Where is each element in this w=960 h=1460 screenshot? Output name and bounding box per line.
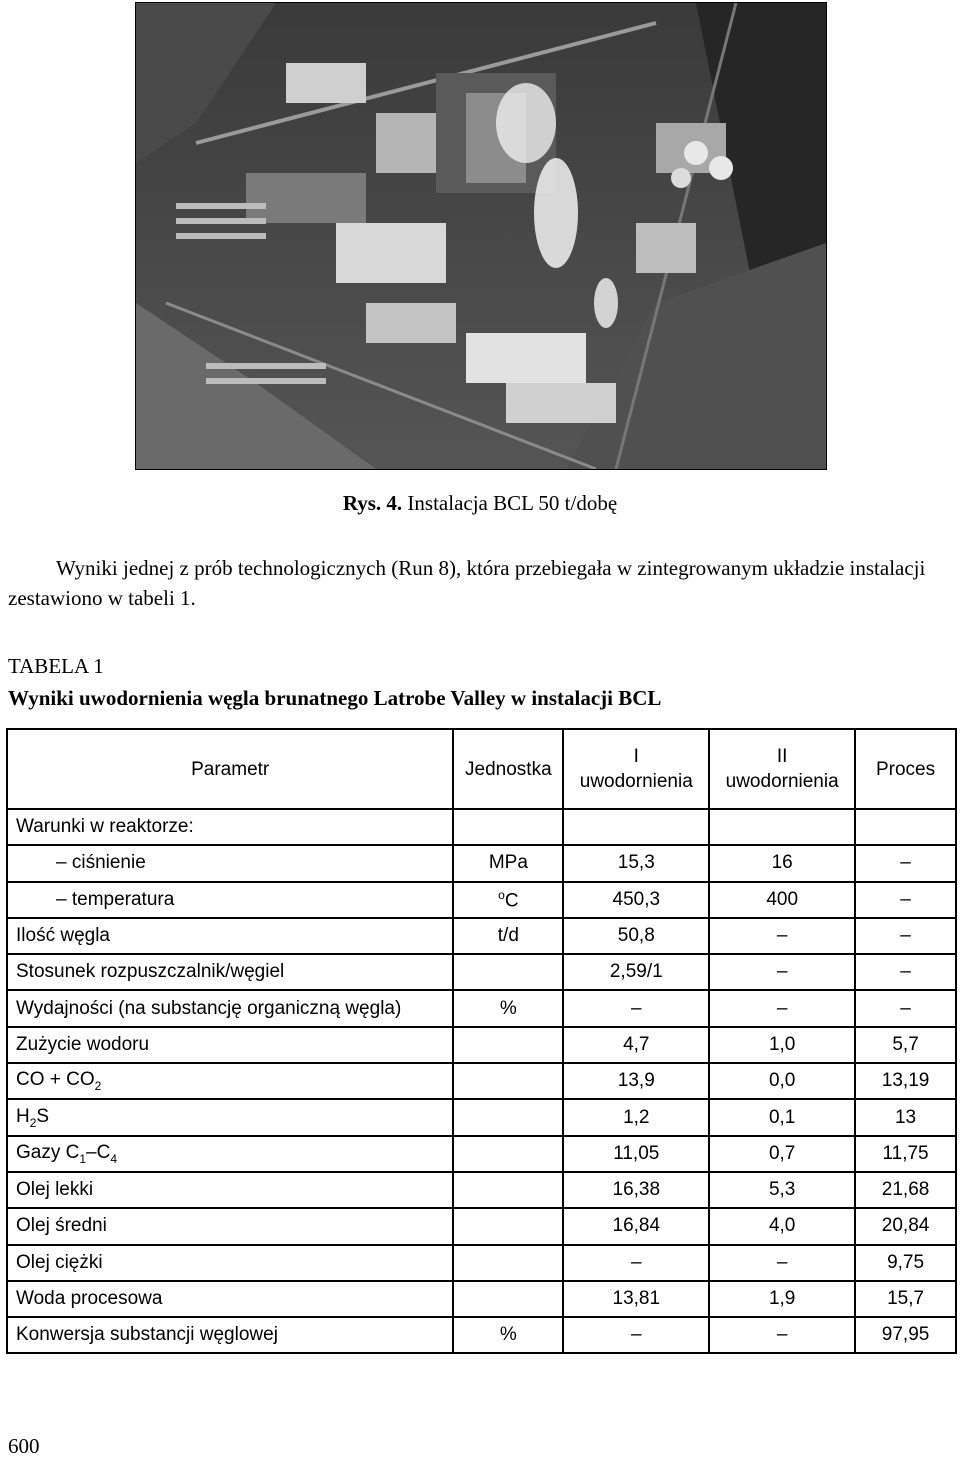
table-row bbox=[7, 1208, 956, 1244]
aerial-photo-bcl-plant bbox=[135, 2, 827, 470]
cell-stage-2: 16 bbox=[709, 845, 855, 881]
param-subscript: 2 bbox=[29, 1115, 37, 1130]
cell-stage-2: – bbox=[709, 990, 855, 1026]
header-stage-2-num: II bbox=[776, 746, 788, 767]
cell-stage-2: 0,0 bbox=[709, 1063, 855, 1099]
table-row bbox=[7, 1281, 956, 1317]
header-stage-2-word: uwodornienia bbox=[725, 771, 839, 792]
param-subscript: 2 bbox=[94, 1079, 102, 1094]
cell-stage-1: 50,8 bbox=[563, 918, 709, 954]
page-number: 600 bbox=[8, 1434, 40, 1458]
cell-process: 5,7 bbox=[855, 1027, 956, 1063]
cell-parameter: Olej lekki bbox=[7, 1172, 453, 1208]
cell-parameter: – temperatura bbox=[7, 882, 453, 918]
cell-parameter: Olej średni bbox=[7, 1208, 453, 1244]
cell-parameter: Ilość węgla bbox=[7, 918, 453, 954]
cell-stage-2 bbox=[709, 809, 855, 845]
table-row bbox=[7, 882, 956, 918]
cell-process: 97,95 bbox=[855, 1317, 956, 1353]
cell-unit bbox=[453, 1245, 563, 1281]
cell-parameter: Wydajności (na substancję organiczną węgla) bbox=[7, 990, 453, 1026]
cell-stage-2: 1,0 bbox=[709, 1027, 855, 1063]
table-row bbox=[7, 1172, 956, 1208]
cell-process: 13,19 bbox=[855, 1063, 956, 1099]
cell-process: – bbox=[855, 845, 956, 881]
cell-stage-2: – bbox=[709, 1245, 855, 1281]
cell-stage-2: 400 bbox=[709, 882, 855, 918]
cell-stage-2: 1,9 bbox=[709, 1281, 855, 1317]
cell-parameter: Stosunek rozpuszczalnik/węgiel bbox=[7, 954, 453, 990]
cell-process bbox=[855, 809, 956, 845]
cell-stage-1: – bbox=[563, 1317, 709, 1353]
cell-process: 21,68 bbox=[855, 1172, 956, 1208]
cell-unit bbox=[453, 1027, 563, 1063]
cell-process: 11,75 bbox=[855, 1136, 956, 1172]
cell-stage-1: 2,59/1 bbox=[563, 954, 709, 990]
cell-stage-1: 16,84 bbox=[563, 1208, 709, 1244]
header-unit: Jednostka bbox=[453, 729, 563, 809]
table-body bbox=[7, 809, 956, 1353]
cell-stage-1: 4,7 bbox=[563, 1027, 709, 1063]
param-text: –C bbox=[86, 1141, 111, 1163]
cell-stage-2: – bbox=[709, 954, 855, 990]
unit-superscript: o bbox=[498, 887, 505, 902]
cell-unit bbox=[453, 1099, 563, 1135]
cell-process: – bbox=[855, 954, 956, 990]
figure-label: Rys. 4. bbox=[342, 491, 403, 515]
cell-parameter bbox=[7, 1136, 453, 1172]
cell-parameter bbox=[7, 1063, 453, 1099]
table-row bbox=[7, 990, 956, 1026]
results-table bbox=[6, 728, 957, 1354]
cell-unit bbox=[453, 1281, 563, 1317]
cell-stage-2: 4,0 bbox=[709, 1208, 855, 1244]
cell-unit bbox=[453, 954, 563, 990]
header-stage-2 bbox=[709, 729, 855, 809]
header-process: Proces bbox=[855, 729, 956, 809]
cell-parameter: Konwersja substancji węglowej bbox=[7, 1317, 453, 1353]
param-text: Gazy C bbox=[16, 1141, 80, 1163]
cell-unit: % bbox=[453, 1317, 563, 1353]
header-param: Parametr bbox=[7, 729, 453, 809]
header-stage-1 bbox=[563, 729, 709, 809]
table-row bbox=[7, 1317, 956, 1353]
cell-process: – bbox=[855, 882, 956, 918]
cell-stage-1: 1,2 bbox=[563, 1099, 709, 1135]
table-title: Wyniki uwodornienia węgla brunatnego Latrobe Valley w instalacji BCL bbox=[8, 686, 662, 710]
cell-unit bbox=[453, 882, 563, 918]
cell-unit: % bbox=[453, 990, 563, 1026]
cell-stage-2: 0,1 bbox=[709, 1099, 855, 1135]
figure-caption-text: Instalacja BCL 50 t/dobę bbox=[407, 491, 618, 515]
cell-parameter: Zużycie wodoru bbox=[7, 1027, 453, 1063]
table-row bbox=[7, 1063, 956, 1099]
cell-stage-1 bbox=[563, 809, 709, 845]
photo-graphic bbox=[136, 3, 826, 469]
table-row bbox=[7, 1136, 956, 1172]
cell-stage-1: – bbox=[563, 990, 709, 1026]
body-paragraph: Wyniki jednej z prób technologicznych (Run 8), która przebiegała w zintegrowanym układzie instalacji zestawiono w tabeli 1. bbox=[8, 556, 926, 610]
cell-stage-1: 450,3 bbox=[563, 882, 709, 918]
cell-stage-1: – bbox=[563, 1245, 709, 1281]
header-stage-1-num: I bbox=[633, 746, 639, 767]
cell-process: – bbox=[855, 990, 956, 1026]
unit-text: C bbox=[504, 889, 519, 911]
cell-process: – bbox=[855, 918, 956, 954]
cell-unit: MPa bbox=[453, 845, 563, 881]
table-row bbox=[7, 1027, 956, 1063]
param-text: H bbox=[16, 1105, 30, 1127]
param-text: S bbox=[36, 1105, 50, 1127]
table-row bbox=[7, 1245, 956, 1281]
cell-unit: t/d bbox=[453, 918, 563, 954]
table-row bbox=[7, 1099, 956, 1135]
table-row bbox=[7, 918, 956, 954]
cell-stage-2: 0,7 bbox=[709, 1136, 855, 1172]
table-row bbox=[7, 954, 956, 990]
cell-stage-1: 11,05 bbox=[563, 1136, 709, 1172]
cell-stage-1: 13,81 bbox=[563, 1281, 709, 1317]
cell-stage-1: 16,38 bbox=[563, 1172, 709, 1208]
table-row bbox=[7, 809, 956, 845]
cell-unit bbox=[453, 1136, 563, 1172]
cell-parameter: Woda procesowa bbox=[7, 1281, 453, 1317]
cell-stage-2: – bbox=[709, 918, 855, 954]
cell-process: 9,75 bbox=[855, 1245, 956, 1281]
param-text: CO + CO bbox=[16, 1069, 95, 1091]
param-subscript: 1 bbox=[79, 1151, 87, 1166]
table-label: TABELA 1 bbox=[8, 654, 104, 678]
cell-process: 20,84 bbox=[855, 1208, 956, 1244]
cell-process: 15,7 bbox=[855, 1281, 956, 1317]
cell-parameter bbox=[7, 1099, 453, 1135]
cell-stage-2: – bbox=[709, 1317, 855, 1353]
header-stage-1-word: uwodornienia bbox=[579, 771, 693, 792]
cell-process: 13 bbox=[855, 1099, 956, 1135]
param-subscript: 4 bbox=[110, 1151, 118, 1166]
cell-parameter: Olej ciężki bbox=[7, 1245, 453, 1281]
cell-stage-1: 13,9 bbox=[563, 1063, 709, 1099]
figure-caption bbox=[0, 491, 960, 516]
cell-unit bbox=[453, 1208, 563, 1244]
cell-parameter: Warunki w reaktorze: bbox=[7, 809, 453, 845]
cell-unit bbox=[453, 809, 563, 845]
table-header-row bbox=[7, 729, 956, 809]
cell-unit bbox=[453, 1063, 563, 1099]
cell-stage-2: 5,3 bbox=[709, 1172, 855, 1208]
cell-unit bbox=[453, 1172, 563, 1208]
table-heading bbox=[8, 650, 661, 714]
cell-stage-1: 15,3 bbox=[563, 845, 709, 881]
table-row bbox=[7, 845, 956, 881]
cell-parameter: – ciśnienie bbox=[7, 845, 453, 881]
